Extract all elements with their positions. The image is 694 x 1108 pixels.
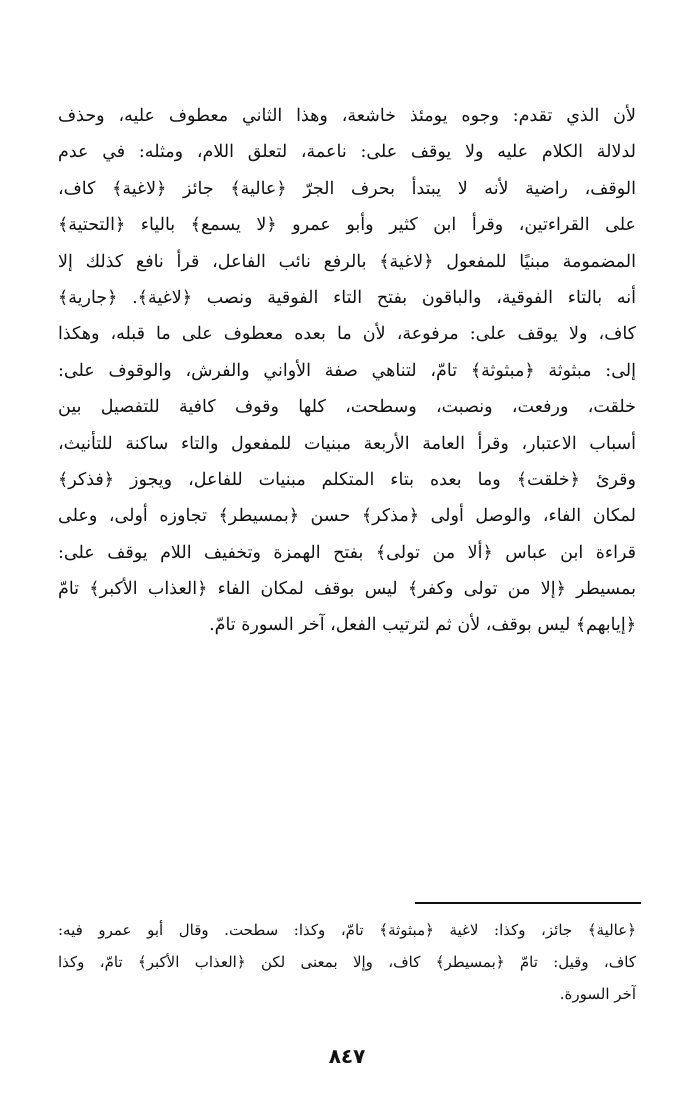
- main-text-body: [58, 98, 636, 644]
- text-line: إلى: مبثوثة ﴿مبثوثة﴾ تامّ، لتناهي صفة الأواني والفرش، والوقوف على:: [58, 360, 636, 381]
- text-line: لمكان الفاء، والوصل أولى ﴿مذكر﴾ حسن ﴿بمسيطر﴾ تجاوزه أولى، وعلى: [58, 506, 636, 527]
- footnote-line: آخر السورة.: [559, 985, 636, 1003]
- footnote-block: [58, 914, 636, 1010]
- text-line: بمسيطر ﴿إلا من تولى وكفر﴾ ليس بوقف لمكان الفاء ﴿العذاب الأكبر﴾ تامّ: [58, 579, 636, 600]
- text-line: أنه بالتاء الفوقية، والباقون بفتح التاء الفوقية ونصب ﴿لاغية﴾. ﴿جارية﴾: [58, 287, 636, 308]
- footnote-line: ﴿عالية﴾ جائز، وكذا: لاغية ﴿مبثوثة﴾ تامّ، وكذا: سطحت. وقال أبو عمرو فيه:: [58, 921, 636, 939]
- text-line: كاف، ولا يوقف على: مرفوعة، لأن ما بعده معطوف على ما قبله، وهكذا: [58, 324, 636, 345]
- text-line: قراءة ابن عباس ﴿ألا من تولى﴾ بفتح الهمزة وتخفيف اللام يوقف على:: [58, 542, 636, 563]
- text-line: على القراءتين، وقرأ ابن كثير وأبو عمرو ﴿لا يسمع﴾ بالياء ﴿التحتية﴾: [58, 215, 636, 236]
- text-line: لدلالة الكلام عليه ولا يوقف على: ناعمة، لتعلق اللام، ومثله: في عدم: [58, 142, 636, 163]
- footnote-divider: [415, 902, 641, 904]
- page-number: ٨٤٧: [328, 1044, 366, 1068]
- text-line: خلقت، ورفعت، ونصبت، وسطحت، كلها وقوف كافية للتفصيل بين: [58, 397, 636, 418]
- text-line: أسباب الاعتبار، وقرأ العامة الأربعة مبنيات للمفعول والتاء ساكنة للتأنيث،: [58, 433, 636, 454]
- text-line: لأن الذي تقدم: وجوه يومئذ خاشعة، وهذا الثاني معطوف عليه، وحذف: [58, 106, 636, 126]
- text-line: وقرئ ﴿خلقت﴾ وما بعده بتاء المتكلم مبنيات للفاعل، ويجوز ﴿فذكر﴾: [58, 469, 636, 490]
- footnote-line: كاف، وقيل: تامّ ﴿بمسيطر﴾ كاف، وإلا بمعنى لكن ﴿العذاب الأكبر﴾ تامّ، وكذا: [58, 953, 636, 971]
- text-line: الوقف، راضية لأنه لا يبتدأ بحرف الجرّ ﴿عالية﴾ جائز ﴿لاغية﴾ كاف،: [58, 178, 636, 199]
- text-line: المضمومة مبنيًا للمفعول ﴿لاغية﴾ بالرفع نائب الفاعل، قرأ نافع كذلك إلا: [58, 251, 636, 272]
- text-line: ﴿إيابهم﴾ ليس بوقف، لأن ثم لترتيب الفعل، آخر السورة تامّ.: [209, 615, 636, 636]
